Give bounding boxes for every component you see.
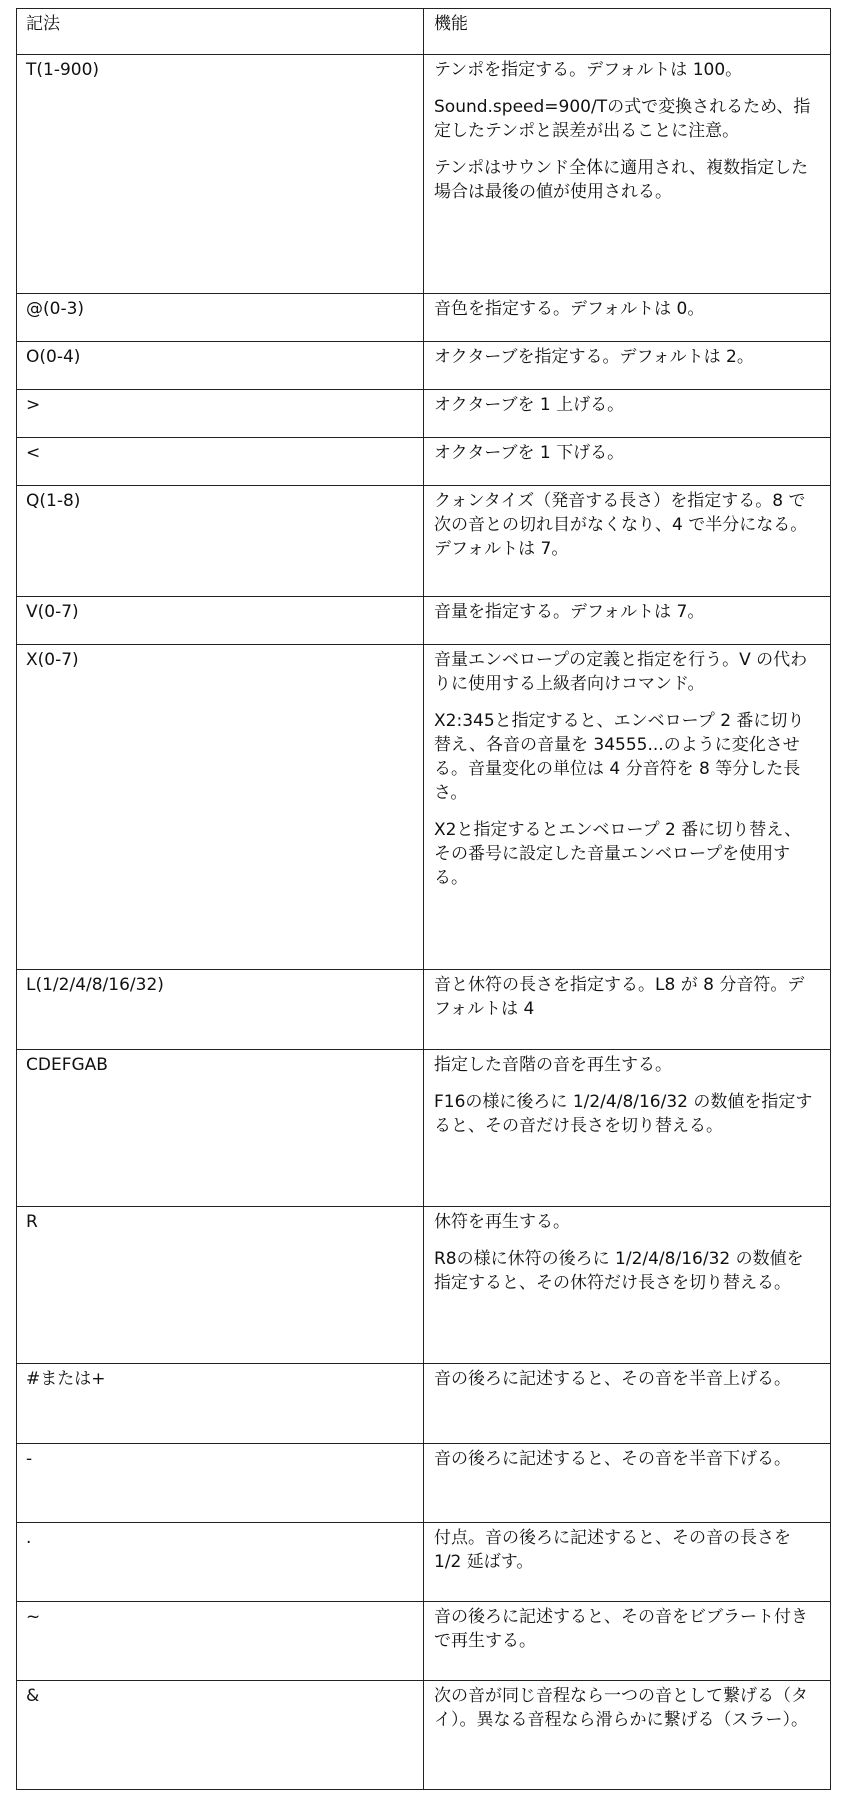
table-row [17, 1523, 831, 1602]
notation-cell: O(0-4) [17, 342, 424, 390]
function-cell [424, 1681, 831, 1790]
table-row [17, 342, 831, 390]
table-row [17, 645, 831, 970]
description-text: 音の後ろに記述すると、その音を半音上げる。 [434, 1369, 791, 1389]
table-row [17, 55, 831, 294]
function-cell [424, 342, 831, 390]
description-text: F16の様に後ろに 1/2/4/8/16/32 の数値を指定すると、その音だけ長さを切り替える。 [434, 1092, 813, 1136]
table-row [17, 1207, 831, 1364]
description-text: 音と休符の長さを指定する。L8 が 8 分音符。デフォルトは 4 [434, 975, 805, 1019]
description-text: テンポはサウンド全体に適用され、複数指定した場合は最後の値が使用される。 [434, 158, 809, 202]
function-cell [424, 1364, 831, 1444]
table-row [17, 294, 831, 342]
notation-cell: Q(1-8) [17, 486, 424, 597]
notation-cell: & [17, 1681, 424, 1790]
header-function: 機能 [424, 9, 831, 55]
description-text: 音色を指定する。デフォルトは 0。 [434, 299, 705, 319]
function-cell [424, 55, 831, 294]
table-header-row [17, 9, 831, 55]
notation-cell: CDEFGAB [17, 1050, 424, 1207]
notation-cell: @(0-3) [17, 294, 424, 342]
description-text: 指定した音階の音を再生する。 [434, 1055, 672, 1075]
description-text: 音量エンベロープの定義と指定を行う。V の代わりに使用する上級者向けコマンド。 [434, 650, 808, 694]
function-cell [424, 486, 831, 597]
header-notation: 記法 [17, 9, 424, 55]
function-cell [424, 438, 831, 486]
notation-cell: #または+ [17, 1364, 424, 1444]
description-text: オクターブを指定する。デフォルトは 2。 [434, 347, 754, 367]
notation-cell: V(0-7) [17, 597, 424, 645]
function-cell [424, 597, 831, 645]
notation-cell: L(1/2/4/8/16/32) [17, 970, 424, 1050]
description-text: 次の音が同じ音程なら一つの音として繋げる（タイ）。異なる音程なら滑らかに繋げる（スラー）。 [434, 1686, 808, 1730]
notation-cell: - [17, 1444, 424, 1523]
table-row [17, 390, 831, 438]
description-text: テンポを指定する。デフォルトは 100。 [434, 60, 743, 80]
table-row [17, 486, 831, 597]
table-row [17, 1364, 831, 1444]
notation-cell: X(0-7) [17, 645, 424, 970]
function-cell [424, 645, 831, 970]
description-text: クォンタイズ（発音する長さ）を指定する。8 で次の音との切れ目がなくなり、4 で半分になる。デフォルトは 7。 [434, 491, 808, 559]
table-row [17, 1444, 831, 1523]
table-row [17, 438, 831, 486]
notation-cell: > [17, 390, 424, 438]
notation-cell: < [17, 438, 424, 486]
function-cell [424, 1444, 831, 1523]
function-cell [424, 1050, 831, 1207]
description-text: 音の後ろに記述すると、その音を半音下げる。 [434, 1449, 791, 1469]
description-text: オクターブを 1 上げる。 [434, 395, 625, 415]
notation-cell: R [17, 1207, 424, 1364]
function-cell [424, 1523, 831, 1602]
function-cell [424, 294, 831, 342]
description-text: X2と指定するとエンベロープ 2 番に切り替え、その番号に設定した音量エンベロープを使用する。 [434, 820, 802, 888]
notation-cell: . [17, 1523, 424, 1602]
description-text: Sound.speed=900/Tの式で変換されるため、指定したテンポと誤差が出ることに注意。 [434, 97, 811, 141]
description-text: R8の様に休符の後ろに 1/2/4/8/16/32 の数値を指定すると、その休符だけ長さを切り替える。 [434, 1249, 804, 1293]
table-row [17, 970, 831, 1050]
description-text: オクターブを 1 下げる。 [434, 443, 625, 463]
description-text: X2:345と指定すると、エンベロープ 2 番に切り替え、各音の音量を 34555...のように変化させる。音量変化の単位は 4 分音符を 8 等分した長さ。 [434, 711, 805, 803]
description-text: 音量を指定する。デフォルトは 7。 [434, 602, 705, 622]
description-text: 休符を再生する。 [434, 1212, 570, 1232]
function-cell [424, 390, 831, 438]
function-cell [424, 1207, 831, 1364]
mml-reference-table [16, 8, 831, 1790]
notation-cell: T(1-900) [17, 55, 424, 294]
function-cell [424, 970, 831, 1050]
table-row [17, 1602, 831, 1681]
description-text: 音の後ろに記述すると、その音をビブラート付きで再生する。 [434, 1607, 808, 1651]
description-text: 付点。音の後ろに記述すると、その音の長さを 1/2 延ばす。 [434, 1528, 791, 1572]
table-row [17, 1050, 831, 1207]
notation-cell: ~ [17, 1602, 424, 1681]
table-row [17, 1681, 831, 1790]
function-cell [424, 1602, 831, 1681]
table-row [17, 597, 831, 645]
